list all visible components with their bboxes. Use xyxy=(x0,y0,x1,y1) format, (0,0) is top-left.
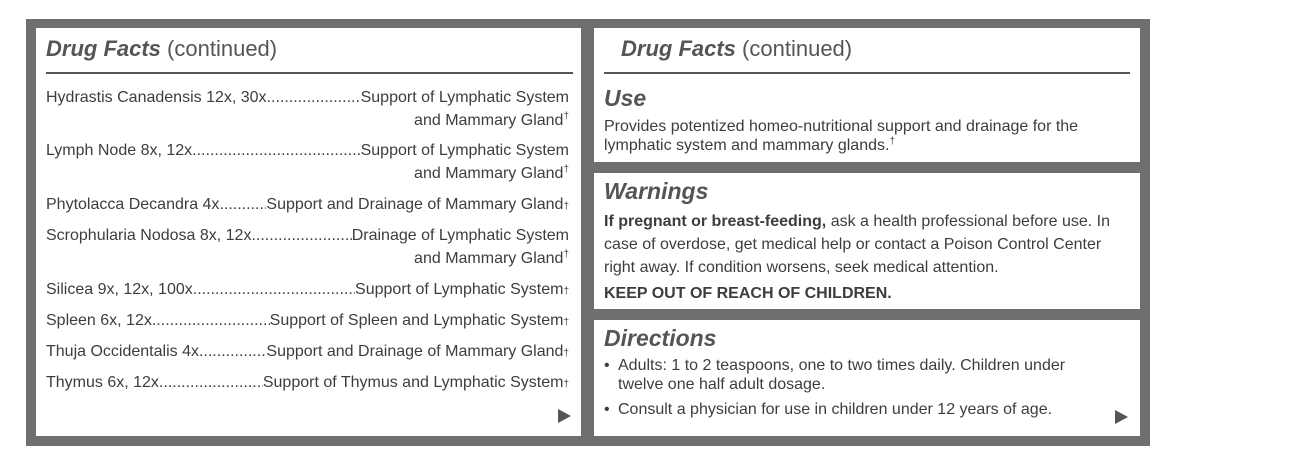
ingredient-row-continued: and Mammary Gland† xyxy=(414,111,569,129)
left-panel-title: Drug Facts (continued) xyxy=(46,36,278,61)
ingredient-row: Hydrastis Canadensis 12x, 30x. ..... Support of Lymphatic System xyxy=(46,86,569,109)
ingredient-row-continued: and Mammary Gland† xyxy=(414,249,569,267)
ingredient-row: Lymph Node 8x, 12x. ..... Support of Lymphatic System xyxy=(46,139,569,162)
bullet-icon: • xyxy=(604,357,610,374)
ingredient-row: Scrophularia Nodosa 8x, 12x. ..... Drainage of Lymphatic System xyxy=(46,224,569,247)
title-rule xyxy=(46,72,573,74)
directions-panel xyxy=(594,320,1140,436)
ingredient-row: Phytolacca Decandra 4x ..... Support and Drainage of Mammary Gland † xyxy=(46,193,569,216)
directions-heading: Directions xyxy=(604,325,717,351)
keep-out-of-reach: KEEP OUT OF REACH OF CHILDREN. xyxy=(604,285,892,302)
warnings-heading: Warnings xyxy=(604,178,709,204)
directions-item: • Adults: 1 to 2 teaspoons, one to two times daily. Children under twelve one half adult dosage. xyxy=(604,357,1066,393)
warnings-text: If pregnant or breast-feeding, ask a health professional before use. In case of overdose, get medical help or contact a Poison Control Center right away. If condition worsens, seek medical attention. xyxy=(604,213,1110,276)
use-text: Provides potentized homeo-nutritional support and drainage for the lymphatic system and mammary glands.† xyxy=(604,118,1079,154)
use-heading: Use xyxy=(604,85,647,111)
bullet-icon: • xyxy=(604,401,610,418)
title-rule xyxy=(604,72,1130,74)
ingredients-panel xyxy=(36,28,581,436)
ingredient-row: Silicea 9x, 12x, 100x ..... Support of Lymphatic System † xyxy=(46,278,569,301)
right-panel-title: Drug Facts (continued) xyxy=(621,36,853,61)
ingredient-row: Thymus 6x, 12x. ..... Support of Thymus and Lymphatic System † xyxy=(46,371,569,394)
directions-item: • Consult a physician for use in children under 12 years of age. xyxy=(604,401,1053,418)
ingredient-row-continued: and Mammary Gland† xyxy=(414,164,569,182)
ingredient-row: Spleen 6x, 12x. ..... Support of Spleen and Lymphatic System † xyxy=(46,309,569,332)
ingredient-list xyxy=(46,86,569,394)
ingredient-row: Thuja Occidentalis 4x. ..... Support and Drainage of Mammary Gland † xyxy=(46,340,569,363)
warnings-bold-lead: If pregnant or breast-feeding, xyxy=(604,213,827,230)
right-triangle-arrow-icon xyxy=(558,409,571,423)
use-panel xyxy=(594,28,1140,162)
warnings-panel xyxy=(594,173,1140,309)
right-triangle-arrow-icon xyxy=(1115,410,1128,424)
